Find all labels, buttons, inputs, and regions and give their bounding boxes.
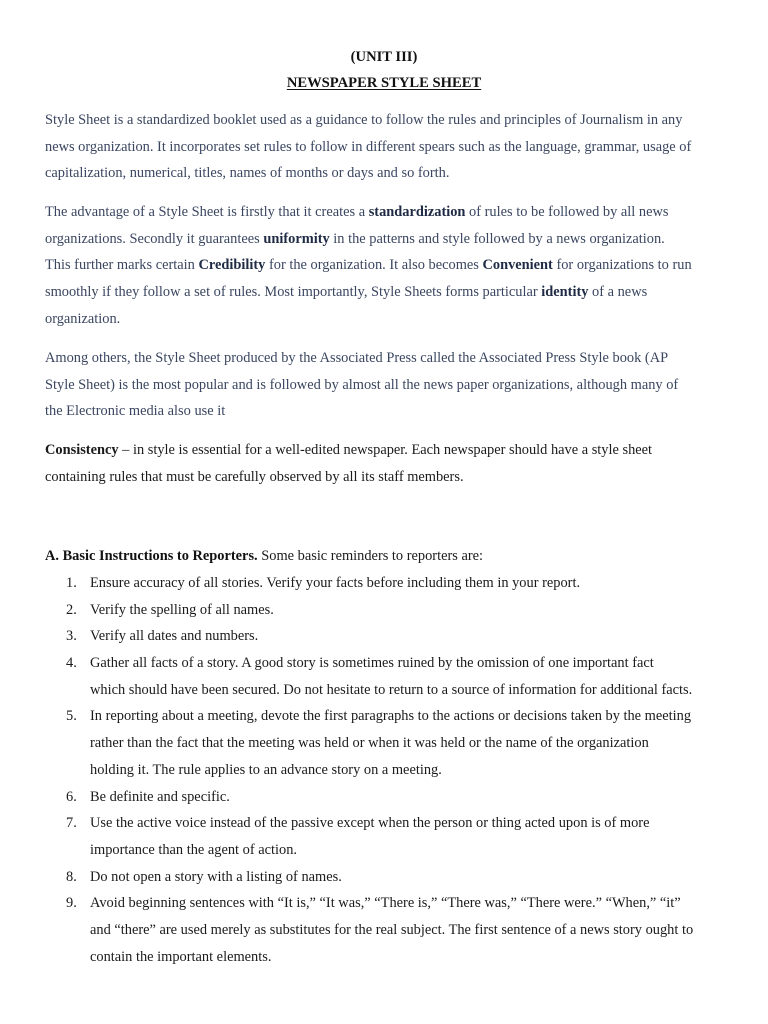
term-standardization: standardization bbox=[368, 204, 466, 220]
paragraph-line: capitalization, numerical, titles, names of months or days and so forth. bbox=[45, 165, 450, 182]
text-run: This further marks certain bbox=[45, 257, 199, 274]
list-item bbox=[0, 890, 768, 970]
paragraph-line: organization. bbox=[45, 310, 121, 327]
intro-paragraph bbox=[45, 107, 735, 187]
text-run: of rules to be followed by all news bbox=[465, 204, 669, 220]
list-item bbox=[0, 703, 768, 783]
text-run: The advantage of a Style Sheet is firstly that it creates a bbox=[45, 204, 369, 220]
list-item-number: 7. bbox=[66, 815, 77, 832]
text-run: smoothly if they follow a set of rules. Most importantly, Style Sheets forms particular bbox=[45, 284, 542, 301]
text-run: organizations. Secondly it guarantees bbox=[45, 230, 264, 247]
list-item-number: 8. bbox=[66, 868, 77, 885]
term-identity: identity bbox=[541, 284, 589, 301]
text-run: – in style is essential for a well-edited newspaper. Each newspaper should have a style sheet bbox=[118, 442, 653, 458]
list-item-text: Ensure accuracy of all stories. Verify your facts before including them in your report. bbox=[90, 575, 581, 591]
paragraph-line bbox=[45, 199, 735, 226]
list-item-text: contain the important elements. bbox=[90, 948, 272, 965]
list-item-text: Verify the spelling of all names. bbox=[90, 601, 274, 618]
document-heading bbox=[0, 44, 768, 96]
section-title: A. Basic Instructions to Reporters. bbox=[45, 548, 258, 564]
instructions-list bbox=[0, 570, 768, 970]
advantage-paragraph bbox=[45, 199, 735, 332]
text-run: in the patterns and style followed by a news organization. bbox=[329, 230, 665, 247]
paragraph-line: Style Sheet) is the most popular and is followed by almost all the news paper organizations, although many of bbox=[45, 376, 679, 393]
list-item-number: 4. bbox=[66, 655, 77, 672]
paragraph-line bbox=[45, 437, 735, 464]
list-item-number: 1. bbox=[66, 575, 77, 591]
paragraph-line bbox=[45, 252, 735, 279]
list-item bbox=[0, 570, 768, 597]
list-item-number: 9. bbox=[66, 895, 77, 912]
term-consistency: Consistency bbox=[45, 442, 119, 458]
paragraph-line: the Electronic media also use it bbox=[45, 403, 226, 420]
list-item-text: rather than the fact that the meeting was held or when it was held or the name of the organization bbox=[90, 735, 649, 752]
text-run: for organizations to run bbox=[552, 257, 692, 274]
list-item-text: Avoid beginning sentences with “It is,” “It was,” “There is,” “There was,” “There were.” “When,” “it” bbox=[90, 895, 681, 912]
list-item bbox=[0, 784, 768, 811]
paragraph-line bbox=[45, 226, 735, 253]
document-title: NEWSPAPER STYLE SHEET bbox=[286, 75, 482, 91]
list-item-text: and “there” are used merely as substitutes for the real subject. The first sentence of a news story ought to bbox=[90, 921, 694, 938]
paragraph-line: containing rules that must be carefully observed by all its staff members. bbox=[45, 468, 464, 485]
list-item-text: Verify all dates and numbers. bbox=[90, 628, 259, 645]
list-item bbox=[0, 864, 768, 891]
list-item-text: Use the active voice instead of the passive except when the person or thing acted upon is of more bbox=[90, 815, 650, 832]
text-run: of a news bbox=[588, 284, 648, 301]
list-item bbox=[0, 597, 768, 624]
list-item-number: 3. bbox=[66, 628, 77, 645]
list-item bbox=[0, 810, 768, 863]
consistency-paragraph bbox=[45, 437, 735, 490]
list-item-text: Be definite and specific. bbox=[90, 788, 230, 805]
section-intro: Some basic reminders to reporters are: bbox=[257, 548, 484, 564]
list-item-text: Do not open a story with a listing of names. bbox=[90, 868, 342, 885]
list-item-number: 2. bbox=[66, 601, 77, 618]
term-credibility: Credibility bbox=[198, 257, 266, 274]
list-item-number: 5. bbox=[66, 708, 77, 725]
term-uniformity: uniformity bbox=[263, 230, 330, 247]
paragraph-line: news organization. It incorporates set rules to follow in different spears such as the language, grammar, usage of bbox=[45, 138, 692, 155]
associated-press-paragraph bbox=[45, 345, 735, 425]
paragraph-line bbox=[45, 279, 735, 306]
unit-label: (UNIT III) bbox=[350, 49, 418, 65]
list-item bbox=[0, 623, 768, 650]
list-item-number: 6. bbox=[66, 788, 77, 805]
list-item-text: importance than the agent of action. bbox=[90, 841, 297, 858]
list-item-text: which should have been secured. Do not hesitate to return to a source of information for additional facts. bbox=[90, 681, 693, 698]
text-run: for the organization. It also becomes bbox=[265, 257, 483, 274]
list-item-text: Gather all facts of a story. A good story is sometimes ruined by the omission of one important fact bbox=[90, 655, 654, 672]
term-convenient: Convenient bbox=[482, 257, 553, 274]
list-item-text: holding it. The rule applies to an advance story on a meeting. bbox=[90, 761, 442, 778]
list-item-text: In reporting about a meeting, devote the first paragraphs to the actions or decisions taken by the meeting bbox=[90, 708, 692, 725]
paragraph-line: Among others, the Style Sheet produced by the Associated Press called the Associated Press Style book (AP bbox=[45, 350, 669, 366]
list-item bbox=[0, 650, 768, 703]
paragraph-line: Style Sheet is a standardized booklet used as a guidance to follow the rules and principles of Journalism in any bbox=[45, 112, 683, 128]
section-a-heading bbox=[45, 543, 483, 570]
